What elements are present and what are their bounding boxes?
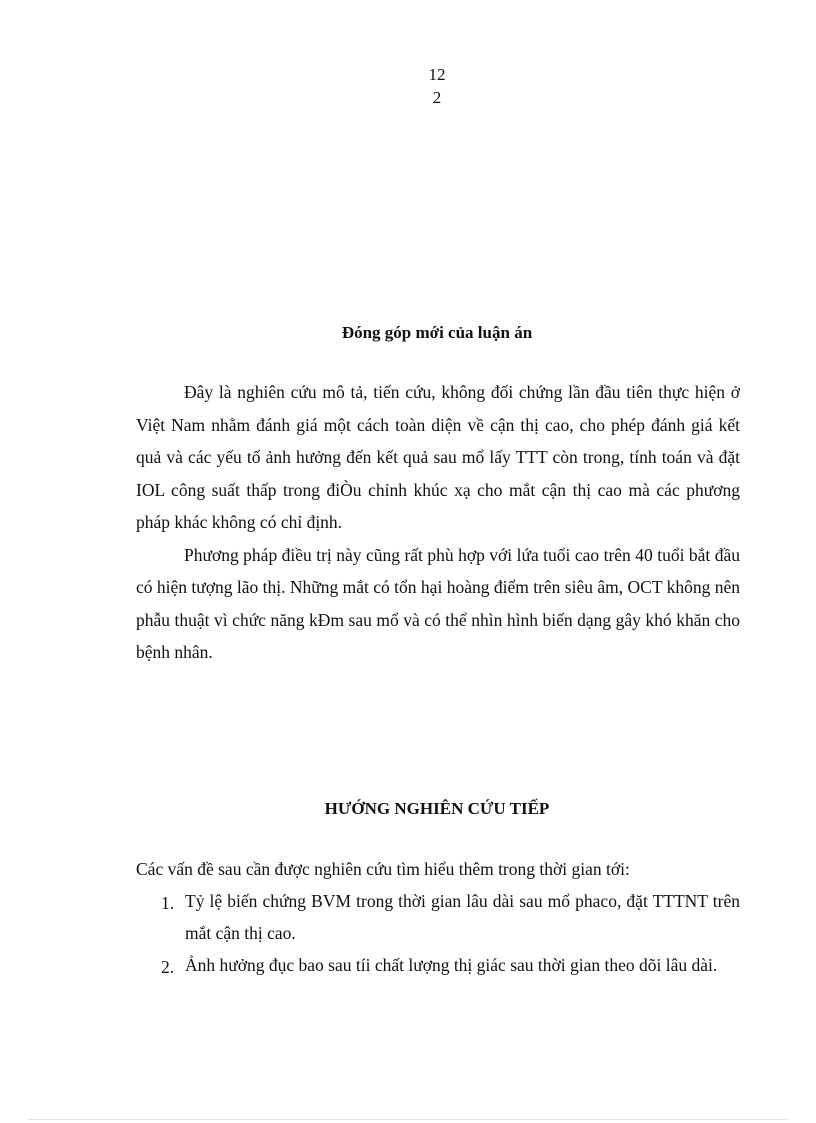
contributions-paragraph-2: Phương pháp điều trị này cũng rất phù hợp với lứa tuổi cao trên 40 tuổi bắt đầu có hiện tượng lão thị. Những mắt có tổn hại hoàng điểm trên siêu âm, OCT không nên phẫu thuật vì chức năng kÐm sau mổ và có thể nhìn hình biến dạng gây khó khăn cho bệnh nhân. [136,544,740,662]
page-bottom-divider [28,1119,788,1120]
section-title-contributions: Đóng góp mới của luận án [341,323,533,342]
contributions-body [136,376,740,669]
contributions-paragraph-1: Đây là nghiên cứu mô tả, tiến cứu, không đối chứng lần đầu tiên thực hiện ở Việt Nam nhằm đánh giá một cách toàn diện về cận thị cao, cho phép đánh giá kết quả và các yếu tố ảnh hưởng đến kết quả sau mổ lấy TTT còn trong, tính toán và đặt IOL công suất thấp trong điÒu chỉnh khúc xạ cho mắt cận thị cao mà các phương pháp khác không có chỉ định. [136,382,740,532]
page-number-line2: 2 [432,88,442,107]
list-item [136,949,740,981]
future-research-list [136,885,740,981]
list-item [136,885,740,949]
list-item-number: 1. [161,893,175,913]
section-title-future-research: HƯỚNG NGHIÊN CỨU TIẾP [324,799,550,818]
list-item-number: 2. [161,957,175,977]
list-item-text: Tỷ lệ biến chứng BVM trong thời gian lâu dài sau mổ phaco, đặt TTTNT trên mắt cận thị cao. [185,891,740,943]
future-research-intro: Các vấn đề sau cần được nghiên cứu tìm hiểu thêm trong thời gian tới: [136,859,630,879]
list-item-text: Ảnh hưởng đục bao sau tíi chất lượng thị giác sau thời gian theo dõi lâu dài. [185,955,718,975]
page-number-line1: 12 [428,65,446,84]
